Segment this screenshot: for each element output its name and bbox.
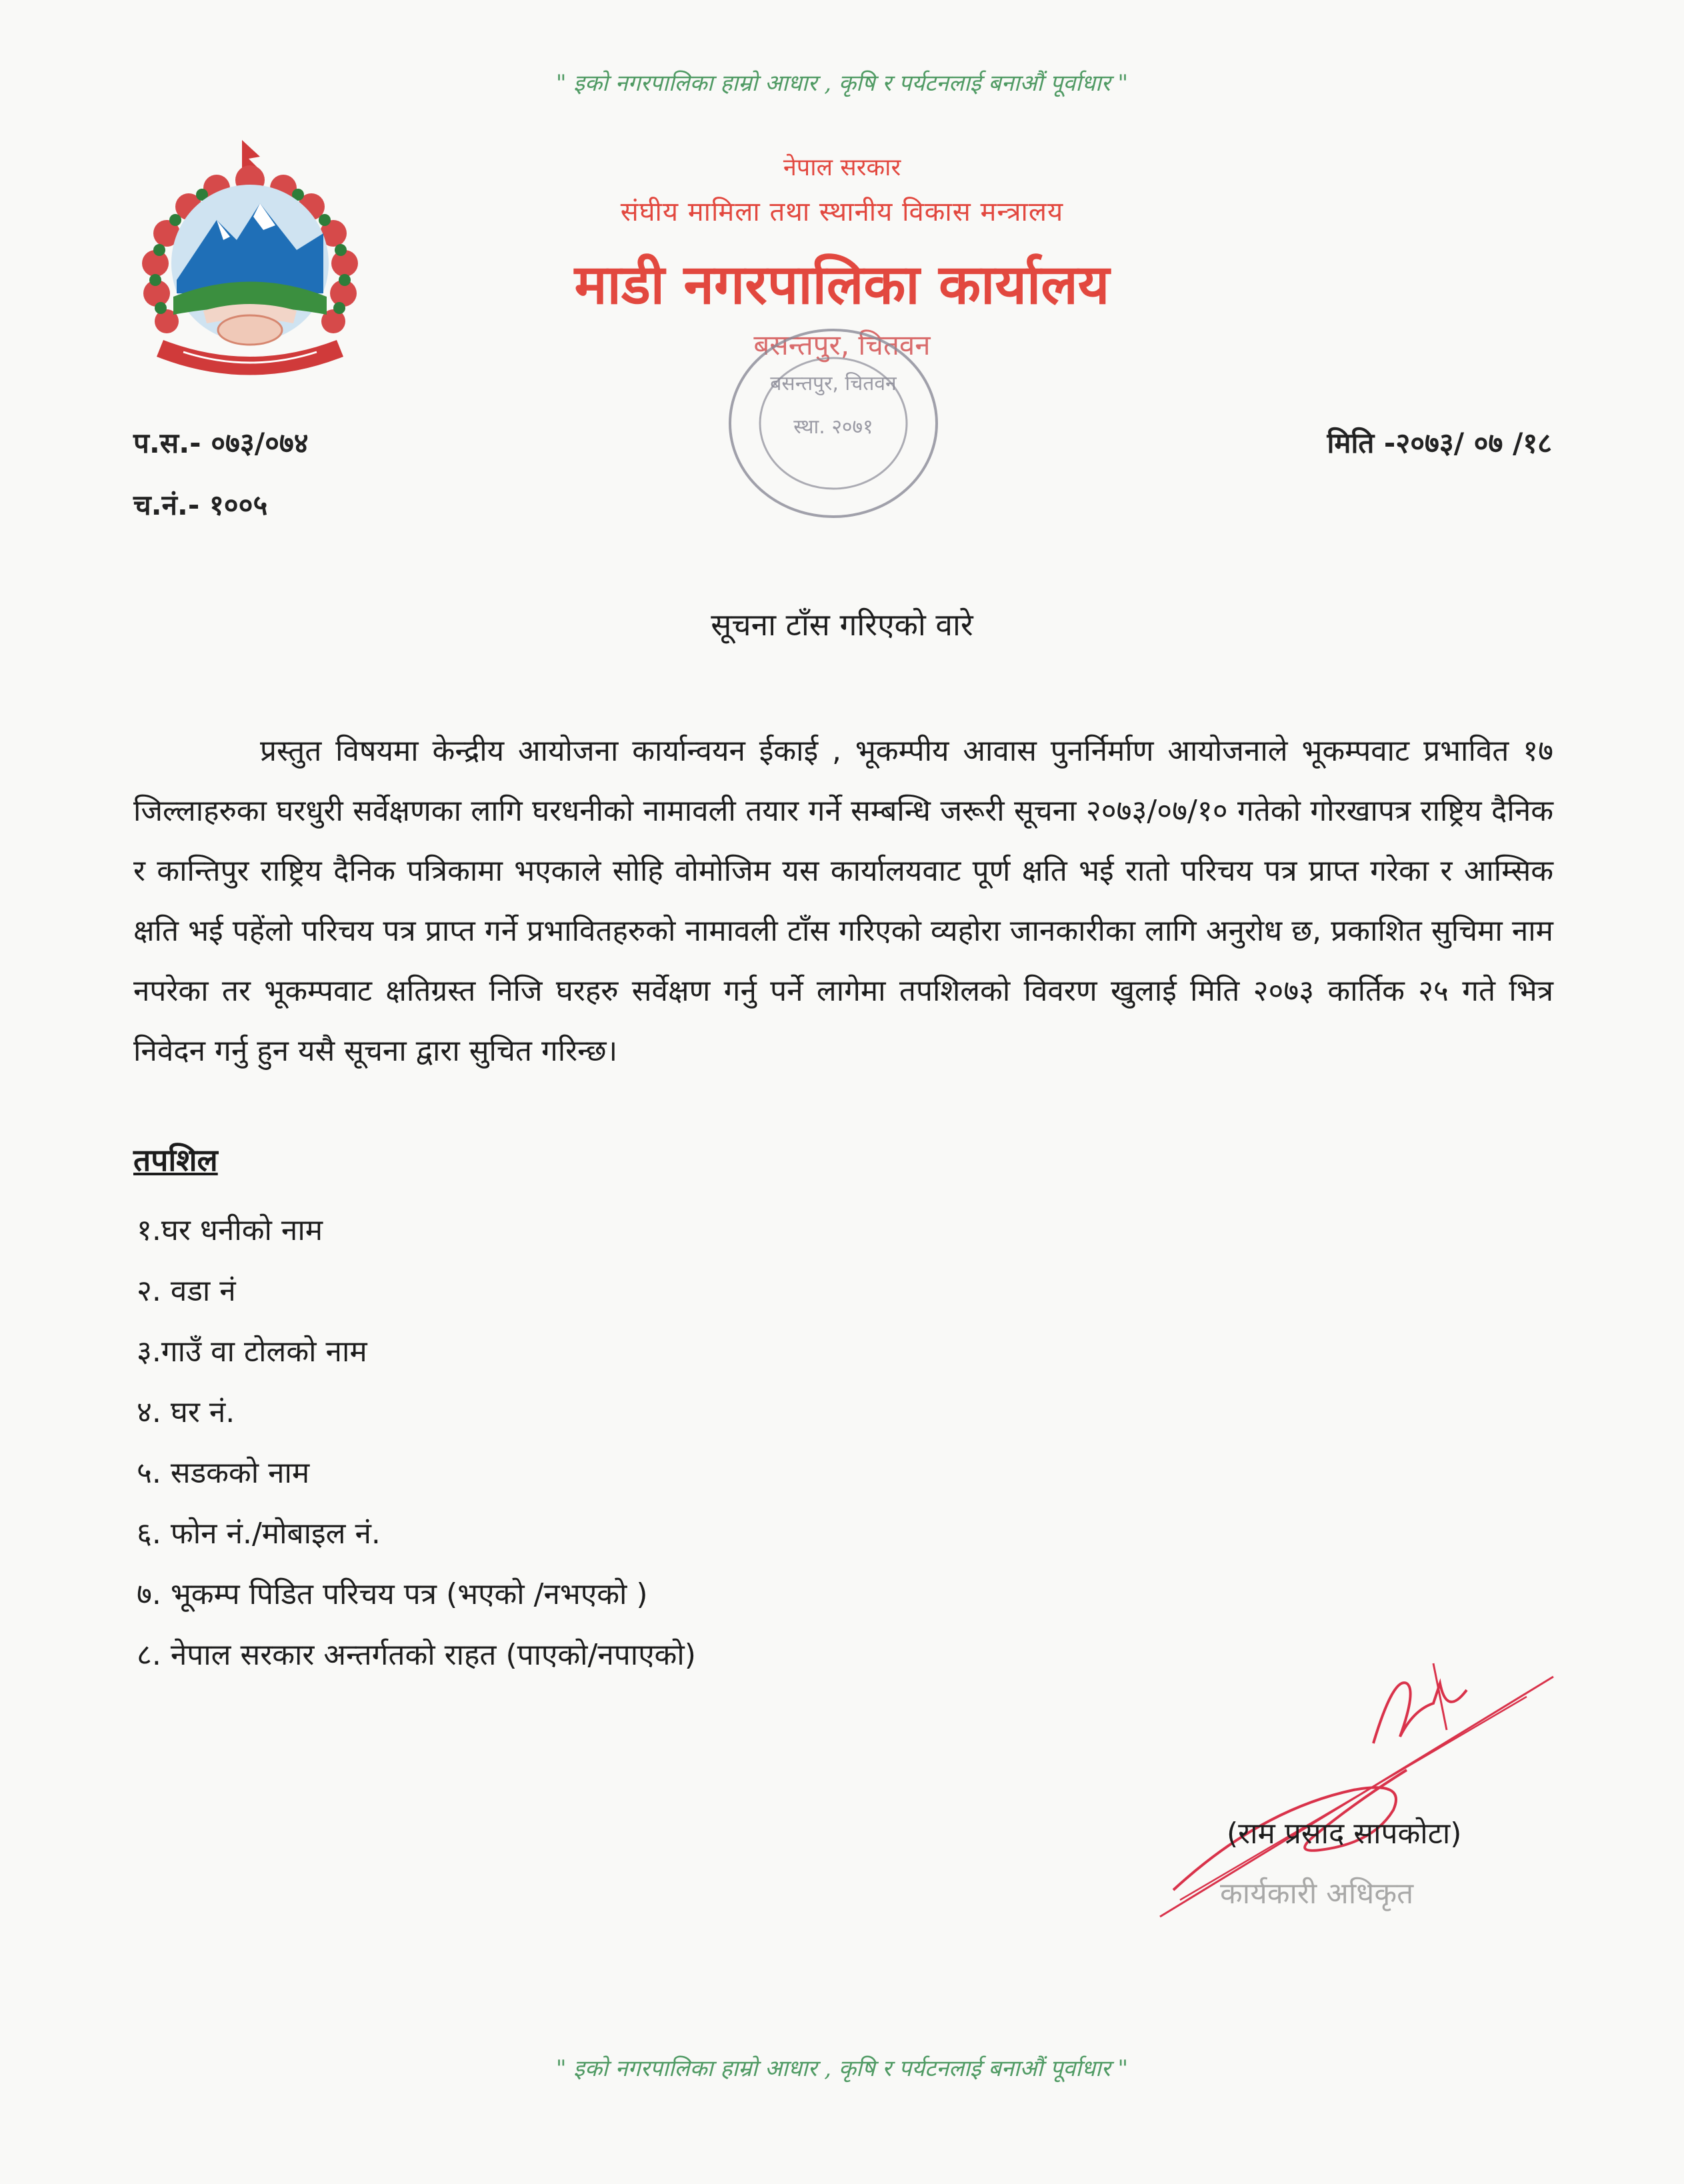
motto-bottom: " इको नगरपालिका हाम्रो आधार , कृषि र पर्यटनलाई बनाऔं पूर्वाधार " — [555, 2055, 1129, 2082]
list-item: १.घर धनीको नाम — [137, 1213, 323, 1247]
body-paragraph: प्रस्तुत विषयमा केन्द्रीय आयोजना कार्यान्वयन ईकाई , भूकम्पीय आवास पुनर्निर्माण आयोजनाले भूकम्पवाट प्रभावित १७ जिल्लाहरुका घरधुरी सर्वेक्षणका लागि घरधनीको नामावली तयार गर्ने सम्बन्धि जरूरी सूचना २०७३/०७/१० गतेको गोरखापत्र राष्ट्रिय दैनिक र कान्तिपुर राष्ट्रिय दैनिक पत्रिकामा भएकाले सोहि वोमोजिम यस कार्यालयवाट पूर्ण क्षति भई रातो परिचय पत्र प्राप्त गरेका र आम्सिक क्षति भई पहेंलो परिचय पत्र प्राप्त गर्ने प्रभावितहरुको नामावली टाँस गरिएको व्यहोरा जानकारीका लागि अनुरोध छ, प्रकाशित सुचिमा नाम नपरेका तर भूकम्पवाट क्षतिग्रस्त निजि घरहरु सर्वेक्षण गर्नु पर्ने लागेमा तपशिलको विवरण खुलाई मिति २०७३ कार्तिक २५ गते भित्र निवेदन गर्नु हुन यसै सूचना द्वारा सुचित गरिन्छ। — [133, 734, 1553, 1068]
signatory-name: (राम प्रसाद सापकोटा) — [1227, 1817, 1462, 1851]
header-office-title: माडी नगरपालिका कार्यालय — [574, 253, 1110, 317]
subject-line: सूचना टाँस गरिएको वारे — [711, 607, 973, 643]
list-item: ८. नेपाल सरकार अन्तर्गतको राहत (पाएको/नपाएको) — [137, 1638, 696, 1672]
list-item: ५. सडकको नाम — [137, 1456, 310, 1490]
list-item: ४. घर नं. — [137, 1395, 235, 1429]
tapashil-heading: तपशिल — [133, 1142, 218, 1178]
header-ministry: संघीय मामिला तथा स्थानीय विकास मन्त्रालय — [620, 197, 1064, 227]
header-government: नेपाल सरकार — [783, 154, 901, 181]
office-seal-stamp — [720, 317, 947, 530]
stamp-line-1: बसन्तपुर, चितवन — [770, 372, 897, 395]
list-item: २. वडा नं — [137, 1274, 236, 1308]
header-address: बसन्तपुर, चितवन — [753, 329, 931, 361]
patra-sankhya: प.स.- ०७३/०७४ — [133, 427, 309, 459]
motto-top: " इको नगरपालिका हाम्रो आधार , कृषि र पर्यटनलाई बनाऔं पूर्वाधार " — [555, 70, 1129, 97]
stamp-line-2: स्था. २०७१ — [793, 415, 873, 439]
tapashil-list — [137, 1200, 696, 1685]
letter-date: मिति -२०७३/ ०७ /१८ — [1327, 427, 1552, 459]
list-item: ६. फोन नं./मोबाइल नं. — [137, 1517, 381, 1551]
list-item: ३.गाउँ वा टोलको नाम — [137, 1335, 367, 1369]
list-item: ७. भूकम्प पिडित परिचय पत्र (भएको /नभएको ) — [137, 1577, 648, 1611]
signatory-title: कार्यकारी अधिकृत — [1220, 1877, 1414, 1911]
chalani-number: च.नं.- १००५ — [133, 489, 268, 521]
